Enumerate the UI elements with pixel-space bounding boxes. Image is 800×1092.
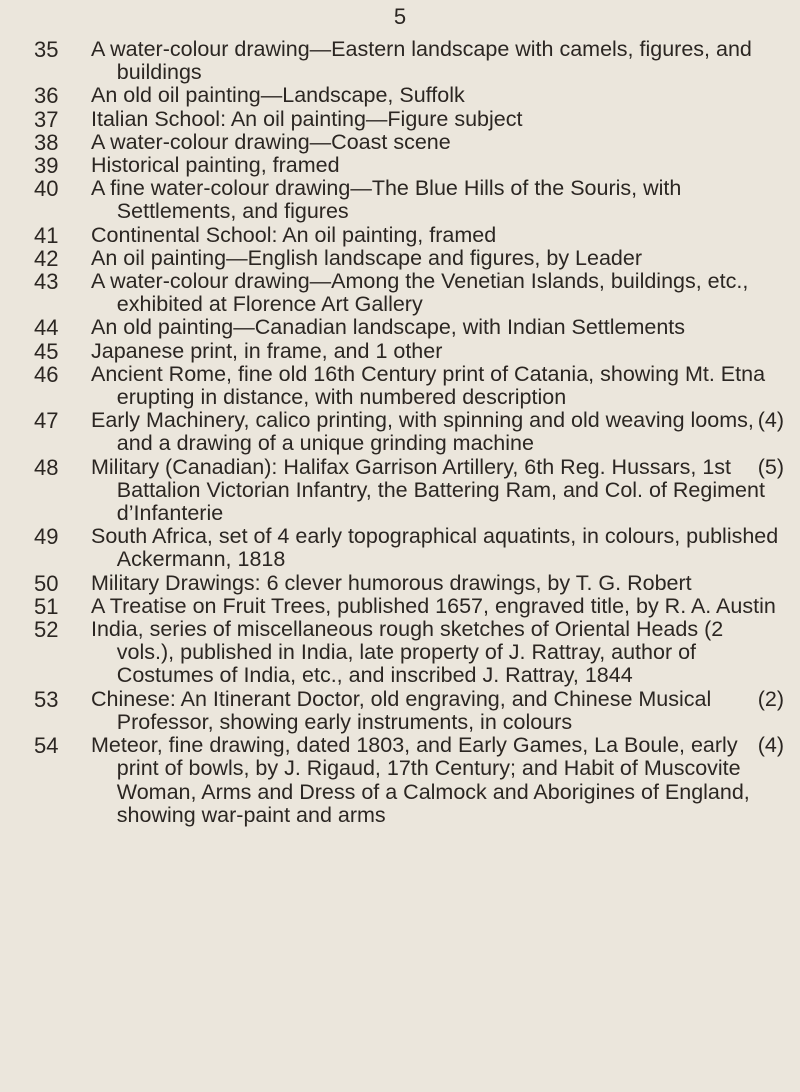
lot-text: Meteor, fine drawing, dated 1803, and Early Games, La Boule, early print of bowls, by J. Rigaud, 17th Century; and Habit of Muscovite Woman, Arms and Dress of a Calmock and Aborigines of England, showing war-paint and arms [91,733,750,827]
lot-entry [34,595,784,618]
lot-text: A fine water-colour drawing—The Blue Hills of the Souris, with Settlements, and figures [91,176,682,224]
lot-entry [34,340,784,363]
lot-text: South Africa, set of 4 early topographical aquatints, in colours, published Ackermann, 1818 [91,524,779,572]
lot-number: 46 [34,361,59,387]
lot-description [91,688,784,734]
lot-number: 37 [34,106,59,132]
lot-description [91,363,784,409]
lot-text: Italian School: An oil painting—Figure subject [91,106,523,131]
lot-description [91,270,784,316]
lot-text: Chinese: An Itinerant Doctor, old engraving, and Chinese Musical Professor, showing early instruments, in colours [91,686,712,734]
lot-number: 44 [34,315,59,341]
lot-description [91,247,784,270]
lot-text: An oil painting—English landscape and figures, by Leader [91,245,643,270]
lot-number: 49 [34,524,59,550]
lot-entry [34,363,784,409]
lot-description [91,595,784,618]
lot-entry [34,734,784,827]
lot-number: 42 [34,245,59,271]
lot-text: An old oil painting—Landscape, Suffolk [91,83,465,108]
lot-number: 52 [34,617,59,643]
lot-description [91,316,784,339]
lot-description [91,525,784,571]
lot-number: 41 [34,222,59,248]
lot-number: 51 [34,593,59,619]
lot-description [91,177,784,223]
lot-number: 40 [34,176,59,202]
lot-text: A Treatise on Fruit Trees, published 1657, engraved title, by R. A. Austin [91,593,776,618]
lot-entry [34,224,784,247]
lot-entry [34,316,784,339]
lot-entry [34,270,784,316]
lot-description [91,154,784,177]
lot-entry [34,409,784,455]
lot-entry [34,38,784,84]
lot-entry [34,177,784,223]
lot-quantity: (4) [757,408,784,433]
lot-text: Japanese print, in frame, and 1 other [91,338,443,363]
lot-quantity: (2) [757,686,784,711]
lot-entry [34,247,784,270]
lot-quantity: (4) [757,733,784,758]
lot-text: An old painting—Canadian landscape, with Indian Settlements [91,315,686,340]
lot-entry [34,688,784,734]
lot-description [91,108,784,131]
lot-number: 36 [34,83,59,109]
lot-entry [34,84,784,107]
lot-text: Military Drawings: 6 clever humorous drawings, by T. G. Robert [91,570,692,595]
lot-entry [34,572,784,595]
lot-text: A water-colour drawing—Coast scene [91,129,451,154]
lot-text: A water-colour drawing—Eastern landscape with camels, figures, and buildings [91,37,752,85]
lot-entry [34,618,784,688]
lot-entry [34,108,784,131]
lot-text: A water-colour drawing—Among the Venetian Islands, buildings, etc., exhibited at Florence Art Gallery [91,269,749,317]
lot-number: 48 [34,454,59,480]
lot-text: Historical painting, framed [91,153,340,178]
lot-description [91,618,784,688]
lot-number: 45 [34,338,59,364]
lot-description [91,734,784,827]
lot-description [91,409,784,455]
lot-entry [34,525,784,571]
lot-quantity: (5) [757,454,784,479]
lot-description [91,340,784,363]
lot-number: 54 [34,733,59,759]
lot-description [91,572,784,595]
lot-number: 53 [34,686,59,712]
lot-description [91,131,784,154]
page-number: 5 [393,4,407,29]
lot-description [91,456,784,526]
lot-text: Ancient Rome, fine old 16th Century print of Catania, showing Mt. Etna erupting in distance, with numbered description [91,361,766,410]
lot-entry [34,131,784,154]
lot-text: Military (Canadian): Halifax Garrison Artillery, 6th Reg. Hussars, 1st Battalion Victorian Infantry, the Battering Ram, and Col. of Regiment d’Infanterie [91,454,765,526]
lot-number: 43 [34,269,59,295]
lot-description [91,84,784,107]
lot-number: 47 [34,408,59,434]
lot-entry [34,154,784,177]
lot-description [91,224,784,247]
lot-number: 35 [34,37,59,62]
lot-number: 50 [34,570,59,596]
lot-list [34,38,784,827]
lot-number: 39 [34,153,59,179]
lot-description [91,38,784,84]
lot-entry [34,456,784,526]
lot-text: Continental School: An oil painting, framed [91,222,497,247]
lot-text: Early Machinery, calico printing, with spinning and old weaving looms, and a drawing of a unique grinding machine [91,408,754,456]
lot-text: India, series of miscellaneous rough sketches of Oriental Heads (2 vols.), published in India, late property of J. Rattray, author of Costumes of India, etc., and inscribed J. Rattray, 1844 [91,617,724,688]
lot-number: 38 [34,129,59,155]
